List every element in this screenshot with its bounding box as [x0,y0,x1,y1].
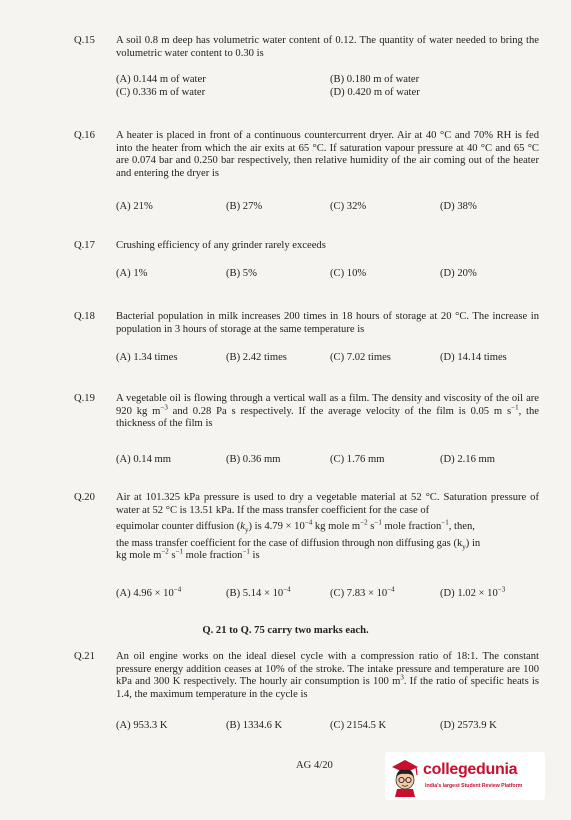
question-text: A heater is placed in front of a continuous countercurrent dryer. Air at 40 °C and 70% RH is fed into the heater from which the air exits at 65 °C. If saturation vapour pressure at 40 °C and 65 °C are 0.074 bar and 0.250 bar respectively, then relative humidity of the air coming out of the heater and entering the dryer is [116,130,539,179]
question-18 [74,311,539,336]
question-text: Crushing efficiency of any grinder rarely exceeds [116,240,326,251]
option-b[interactable]: (B) 5% [226,268,257,279]
question-number: Q.18 [74,311,95,322]
option-b[interactable]: (B) 1334.6 K [226,720,283,731]
brand-tagline: India's largest Student Review Platform [425,783,523,789]
question-20 [74,492,539,563]
page-label: AG 4/20 [296,760,333,771]
student-mascot-icon [388,755,422,797]
question-text: Bacterial population in milk increases 200 times in 18 hours of storage at 20 °C. The increase in population in 3 hours of storage at the same temperature is [116,311,539,335]
option-a[interactable]: (A) 0.144 m of water [116,74,206,85]
option-b[interactable]: (B) $5.14 \times 10^{-4}$ [226,585,291,599]
question-number: Q.20 [74,492,95,503]
option-c[interactable]: (C) 1.76 mm [330,454,385,465]
option-d[interactable]: (D) $1.02 \times 10^{-3}$ [440,585,506,599]
option-a[interactable]: (A) 21% [116,201,153,212]
question-number: Q.17 [74,240,95,251]
question-15 [74,35,539,60]
option-a[interactable]: (A) 1.34 times [116,352,178,363]
option-c[interactable]: (C) 0.336 m of water [116,87,206,98]
option-c[interactable]: (C) 2154.5 K [330,720,387,731]
option-c[interactable]: (C) 10% [330,268,367,279]
question-17 [74,240,539,253]
question-number: Q.21 [74,651,95,662]
option-b[interactable]: (B) 0.180 m of water [330,74,420,85]
question-text: An oil engine works on the ideal diesel cycle with a compression ratio of 18:1. The constant pressure energy addition ceases at 10% of the stroke. The intake pressure and temperature are 100 kPa and 300 K respectively. The hourly air consumption is 100 $m^3$. If the ratio of specific heats is 1.4, the maximum temperature in the cycle is [116,651,539,700]
question-text: Air at 101.325 kPa pressure is used to dry a vegetable material at 52 °C. Saturation pressure of water at 52 °C is 13.51 kPa. If the mass transfer coefficient for the case of equimolar counter diffusion $(k_y)$ is $4.79 \times 10^{-4}$ kg mole $m^{-2}$ $s^{-1}$ mole fraction$^{-1}$, then, the mass transfer coefficient for the case of diffusion through non diffusing gas $(k_y)$ in kg mole $m^{-2}$ $s^{-1}$ mole fraction$^{-1}$ is [116,492,539,562]
option-b[interactable]: (B) 0.36 mm [226,454,281,465]
brand-badge[interactable] [385,752,545,800]
question-number: Q.19 [74,393,95,404]
question-number: Q.15 [74,35,95,46]
option-d[interactable]: (D) 38% [440,201,477,212]
option-a[interactable]: (A) 1% [116,268,148,279]
option-b[interactable]: (B) 2.42 times [226,352,287,363]
option-a[interactable]: (A) 0.14 mm [116,454,172,465]
option-a[interactable]: (A) $4.96 \times 10^{-4}$ [116,585,182,599]
question-19 [74,393,539,431]
brand-name: collegedunia [423,761,518,778]
option-d[interactable]: (D) 20% [440,268,477,279]
option-d[interactable]: (D) 0.420 m of water [330,87,420,98]
option-c[interactable]: (C) 32% [330,201,367,212]
option-d[interactable]: (D) 2.16 mm [440,454,496,465]
option-c[interactable]: (C) $7.83 \times 10^{-4}$ [330,585,395,599]
question-number: Q.16 [74,130,95,141]
question-21 [74,651,539,701]
option-c[interactable]: (C) 7.02 times [330,352,391,363]
question-text: A vegetable oil is flowing through a vertical wall as a film. The density and viscosity of the oil are 920 kg $m^{-3}$ and 0.28 Pa s respectively. If the average velocity of the film is 0.05 m $s^{-1}$, the thickness of the film is [116,393,539,430]
option-b[interactable]: (B) 27% [226,201,263,212]
question-16 [74,130,539,180]
option-a[interactable]: (A) 953.3 K [116,720,168,731]
option-d[interactable]: (D) 14.14 times [440,352,507,363]
option-d[interactable]: (D) 2573.9 K [440,720,497,731]
section-heading: Q. 21 to Q. 75 carry two marks each. [202,625,369,636]
question-text: A soil 0.8 m deep has volumetric water content of 0.12. The quantity of water needed to bring the volumetric water content to 0.30 is [116,35,539,59]
